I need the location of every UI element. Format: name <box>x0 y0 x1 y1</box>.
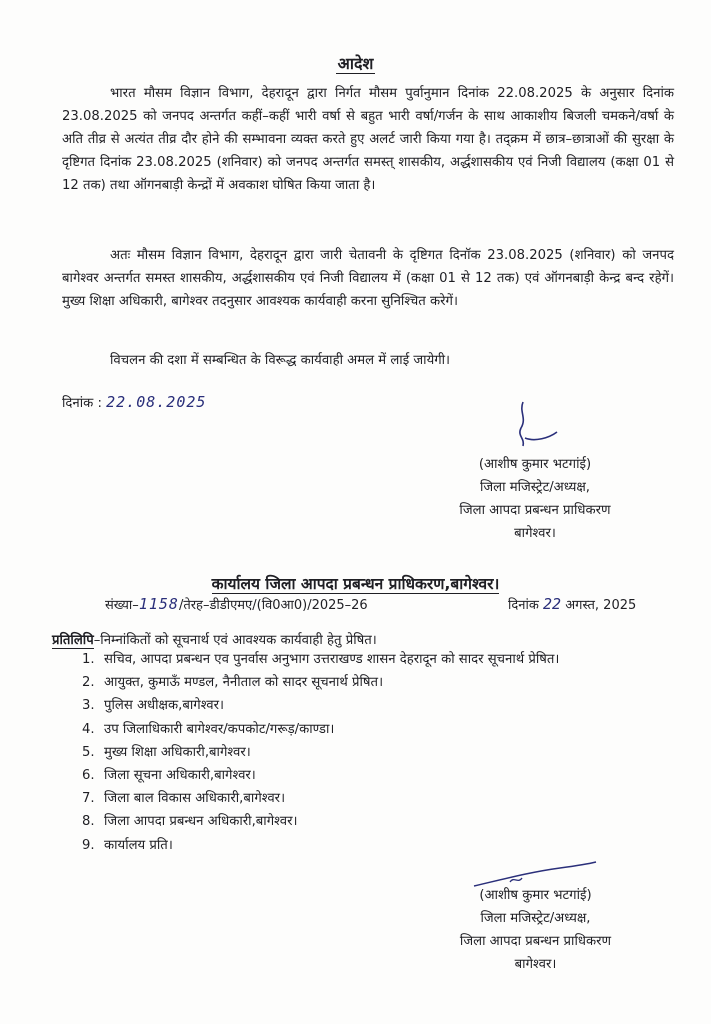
list-item: 4. उप जिलाधिकारी बागेश्वर/कपकोट/गरूड़/काण्डा। <box>82 721 335 737</box>
recipient-list <box>82 648 559 857</box>
copy-label: प्रतिलिपि <box>52 633 94 648</box>
office-title: कार्यालय जिला आपदा प्रबन्धन प्राधिकरण,बागेश्वर। <box>211 575 500 593</box>
copy-to-line: प्रतिलिपि–निम्नांकितों को सूचनार्थ एवं आवश्यक कार्यवाही हेतु प्रेषित। <box>52 633 377 648</box>
signatory-name: (आशीष कुमार भटगांई) <box>478 457 592 472</box>
list-item: 2. आयुक्त, कुमाऊँ मण्डल, नैनीताल को सादर सूचनार्थ प्रेषित। <box>82 675 384 691</box>
signatory-designation: जिला मजिस्ट्रेट/अध्यक्ष, <box>480 911 591 926</box>
list-item: 1. सचिव, आपदा प्रबन्धन एव पुनर्वास अनुभाग उत्तराखण्ड शासन देहरादून को सादर सूचनार्थ प्रेषित। <box>82 652 560 667</box>
signatory-designation: जिला मजिस्ट्रेट/अध्यक्ष, <box>479 480 591 495</box>
list-item: 8. जिला आपदा प्रबन्धन अधिकारी,बागेश्वर। <box>82 814 298 830</box>
order-date-handwritten: 22.08.2025 <box>106 393 207 411</box>
order-paragraph-1: भारत मौसम विज्ञान विभाग, देहरादून द्वारा निर्गत मौसम पुर्वानुमान दिनांक 22.08.2025 के अनुसार दिनांक 23.08.2025 को जनपद अन्तर्गत कहीं–कहीं भारी वर्षा से बहुत भारी वर्षा/गर्जन के साथ आकाशीय बिजली चमकने/वर्षा के अति तीव्र से अत्यंत तीव्र दौर होने की सम्भावना व्यक्त करते हुए अलर्ट जारी किया गया है। तद्क्रम में छात्र–छात्राओं की सुरक्षा के दृष्टिगत दिनांक 23.08.2025 (शनिवार) को जनपद अन्तर्गत समस्त् शासकीय, अर्द्धशासकीय एवं निजी विद्यालय (कक्षा 01 से 12 तक) तथा ऑगनबाड़ी केन्द्रों में अवकाश घोषित किया जाता है। <box>62 86 674 193</box>
reference-number: संख्या–1158/तेरह–डीडीएमए/(वि0आ0)/2025–26 <box>105 595 368 613</box>
signatory-authority: जिला आपदा प्रबन्धन प्राधिकरण <box>459 934 612 949</box>
signatory-place: बागेश्वर। <box>514 526 556 541</box>
order-paragraph-3: विचलन की दशा में सम्बन्धित के विरूद्ध कार्यवाही अमल में लाई जायेगी। <box>110 353 451 368</box>
list-item: 5. मुख्य शिक्षा अधिकारी,बागेश्वर। <box>82 744 251 760</box>
order-date <box>62 393 206 411</box>
endorsement-date: दिनांक 22 अगस्त, 2025 <box>508 595 637 613</box>
order-title: आदेश <box>337 54 374 73</box>
order-signatory <box>430 453 640 545</box>
signatory-name: (आशीष कुमार भटगांई) <box>479 888 592 903</box>
list-item: 6. जिला सूचना अधिकारी,बागेश्वर। <box>82 767 256 783</box>
reference-number-handwritten: 1158 <box>138 595 179 613</box>
list-item: 7. जिला बाल विकास अधिकारी,बागेश्वर। <box>82 791 286 807</box>
list-item: 3. पुलिस अधीक्षक,बागेश्वर। <box>82 698 225 714</box>
signature-mark-1 <box>505 398 565 456</box>
endorsement-date-day-handwritten: 22 <box>542 595 562 613</box>
order-date-label: दिनांक : <box>62 396 102 411</box>
list-item: 9. कार्यालय प्रति। <box>82 837 173 853</box>
signatory-place: बागेश्वर। <box>514 957 557 972</box>
endorsement-signatory <box>428 884 643 976</box>
order-paragraph-2: अतः मौसम विज्ञान विभाग, देहरादून द्वारा जारी चेतावनी के दृष्टिगत दिनॉक 23.08.2025 (शनिवार) को जनपद बागेश्वर अन्तर्गत समस्त शासकीय, अर्द्धशासकीय एवं निजी विद्यालय में (कक्षा 01 से 12 तक) एवं ऑगनबाड़ी केन्द्र बन्द रहेगें। मुख्य शिक्षा अधिकारी, बागेश्वर तदनुसार आवश्यक कार्यवाही करना सुनिश्चित करेगें। <box>62 248 674 309</box>
signatory-authority: जिला आपदा प्रबन्धन प्राधिकरण <box>459 503 611 518</box>
